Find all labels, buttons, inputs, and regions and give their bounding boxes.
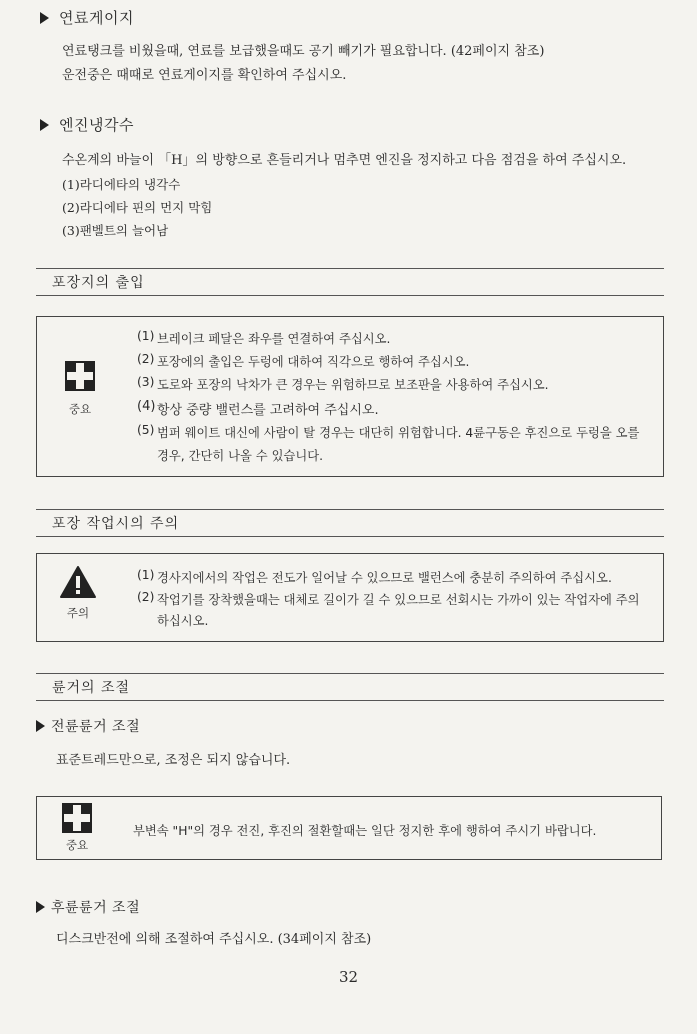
front-tread-heading: 전륜륜거 조절 xyxy=(36,716,140,736)
rear-tread-text: 디스크반전에 의해 조절하여 주십시오. (34페이지 참조) xyxy=(56,932,372,947)
page-number: 32 xyxy=(338,968,359,986)
coolant-text: 수온계의 바늘이 「H」의 방향으로 흔들리거나 멈추면 엔진을 정지하고 다음 점검을 하여 주십시오. (1)라디에타의 냉각수 (2)라디에타 핀의 먼지 막힘 (3)팬벨트의 늘어남 xyxy=(62,153,627,238)
triangle-bullet-icon xyxy=(40,119,49,131)
field-entry-box: 중요 (1) 브레이크 페달은 좌우를 연결하여 주십시오. (2) 포장에의 출입은 두렁에 대하여 직각으로 행하여 주십시오. (3) 도로와 포장의 낙차가 큰 경우는 위험하므로 보조판을 사용하여 주십시오. (4) 항상 중량 밸런스를 고려하여 주십시오. (5) 범퍼 웨이트 대신에 사람이 탈 경우는 대단히 위험합니다. 4륜구동은 후진으로 두렁을 오를 경우, 간단히 나올 수 있습니다. xyxy=(36,316,664,477)
important-cross-icon xyxy=(65,361,95,391)
field-work-box: 주의 (1) 경사지에서의 작업은 전도가 일어날 수 있으므로 밸런스에 충분히 주의하여 주십시오. (2) 작업기를 장착했을때는 대체로 길이가 길 수 있으므로 선회시는 가까이 있는 작업자에 주의 하십시오. xyxy=(36,553,664,642)
tread-notice-box: 중요 부변속 "H"의 경우 전진, 후진의 절환할때는 일단 정지한 후에 행하여 주시기 바랍니다. xyxy=(36,796,662,860)
field-entry-title-bar xyxy=(36,268,664,296)
field-entry-title: 포장지의 출입 xyxy=(52,275,145,291)
fuel-gauge-text: 연료탱크를 비웠을때, 연료를 보급했을때도 공기 빼기가 필요합니다. (42페이지 참조) 운전중은 때때로 연료게이지를 확인하여 주십시오. xyxy=(62,44,545,83)
caution-label: 주의 xyxy=(66,606,90,620)
tread-title: 륜거의 조절 xyxy=(52,680,131,696)
coolant-heading: 엔진냉각수 xyxy=(40,114,134,135)
important-label: 중요 xyxy=(68,402,92,416)
important-cross-icon xyxy=(62,803,92,833)
tread-title-bar xyxy=(36,673,664,701)
field-work-title: 포장 작업시의 주의 xyxy=(52,516,180,532)
rear-tread-heading: 후륜륜거 조절 xyxy=(36,897,140,917)
triangle-bullet-icon xyxy=(36,720,45,732)
front-tread-text: 표준트레드만으로, 조정은 되지 않습니다. xyxy=(56,753,291,768)
important-label: 중요 xyxy=(65,838,89,852)
field-work-title-bar xyxy=(36,509,664,537)
triangle-bullet-icon xyxy=(40,12,49,24)
triangle-bullet-icon xyxy=(36,901,45,913)
fuel-gauge-heading: 연료게이지 xyxy=(40,7,134,28)
warning-triangle-icon xyxy=(59,565,97,599)
